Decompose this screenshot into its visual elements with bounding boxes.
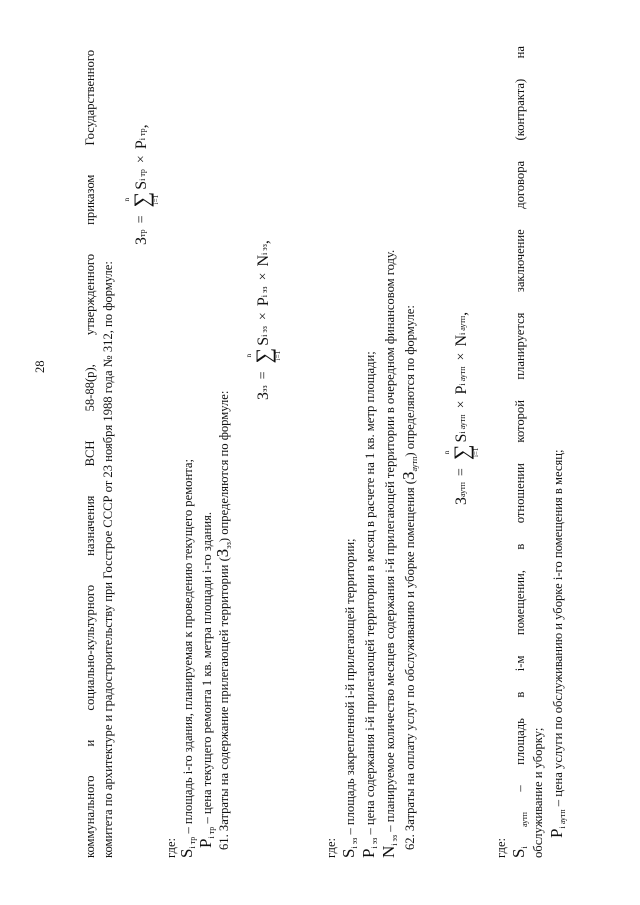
where-label: где:: [494, 837, 508, 858]
intro-line-1: коммунального и социально-культурного назначения ВСН 58-88(р), утвержденного приказом Государственного: [83, 50, 97, 858]
intro-line-2: комитета по архитектуре и градостроительству при Госстрое СССР от 23 ноября 1988 года № 312, по формуле:: [101, 261, 115, 858]
paragraph-62: 62. Затраты на оплату услуг по обслуживанию и уборке помещения $(З_{аутп})$ определяются по формуле:: [399, 305, 419, 850]
definition-p-autp: $P_{i аутп}$ – цена услуги по обслуживанию и уборке i-го помещения в месяц;: [547, 449, 567, 838]
definition-p-tr: $P_{i тр}$ – цена текущего ремонта 1 кв. метра площади i-го здания.: [196, 511, 216, 848]
definition-s-tr: $S_{i тр}$ – площадь i-го здания, планируемая к проведению текущего ремонта;: [177, 459, 197, 858]
where-label: где:: [164, 837, 178, 858]
page-number: 28: [33, 360, 47, 373]
sum-sign: n ∑ i=1: [443, 444, 480, 461]
formula-repair: З тр = n ∑ i=1 S i тр × P i тр ,: [123, 124, 160, 245]
formula-cleaning: З аутп = n ∑ i=1 S i аутп × P i аутп × N i аутп ,: [443, 311, 480, 505]
definition-s-ez: $S_{i эз}$ – площадь закрепленной i-й прилегающей территории;: [339, 538, 359, 858]
definition-s-autp: $S_{i аутп}$ – площадь в i-м помещении, в отношении которой планируется заключение договора (контракта) на: [509, 46, 529, 858]
formula-territory: З эз = n ∑ i=1 S i эз × P i эз × N i эз ,: [245, 240, 282, 400]
definition-p-ez: $P_{i эз}$ – цена содержания i-й прилегающей территории в месяц в расчете на 1 кв. метр площади;: [359, 351, 379, 858]
paragraph-61: 61. Затраты на содержание прилегающей территории $(З_{эз})$ определяются по формуле:: [213, 390, 233, 850]
sum-sign: n ∑ i=1: [123, 191, 160, 208]
sum-sign: n ∑ i=1: [245, 347, 282, 364]
where-label: где:: [324, 837, 338, 858]
definition-n-ez: $N_{i эз}$ – планируемое количество месяцев содержания i-й прилегающей территории в очередном финансовом году.: [379, 249, 399, 858]
definition-s-autp-cont: обслуживание и уборку;: [531, 727, 545, 858]
